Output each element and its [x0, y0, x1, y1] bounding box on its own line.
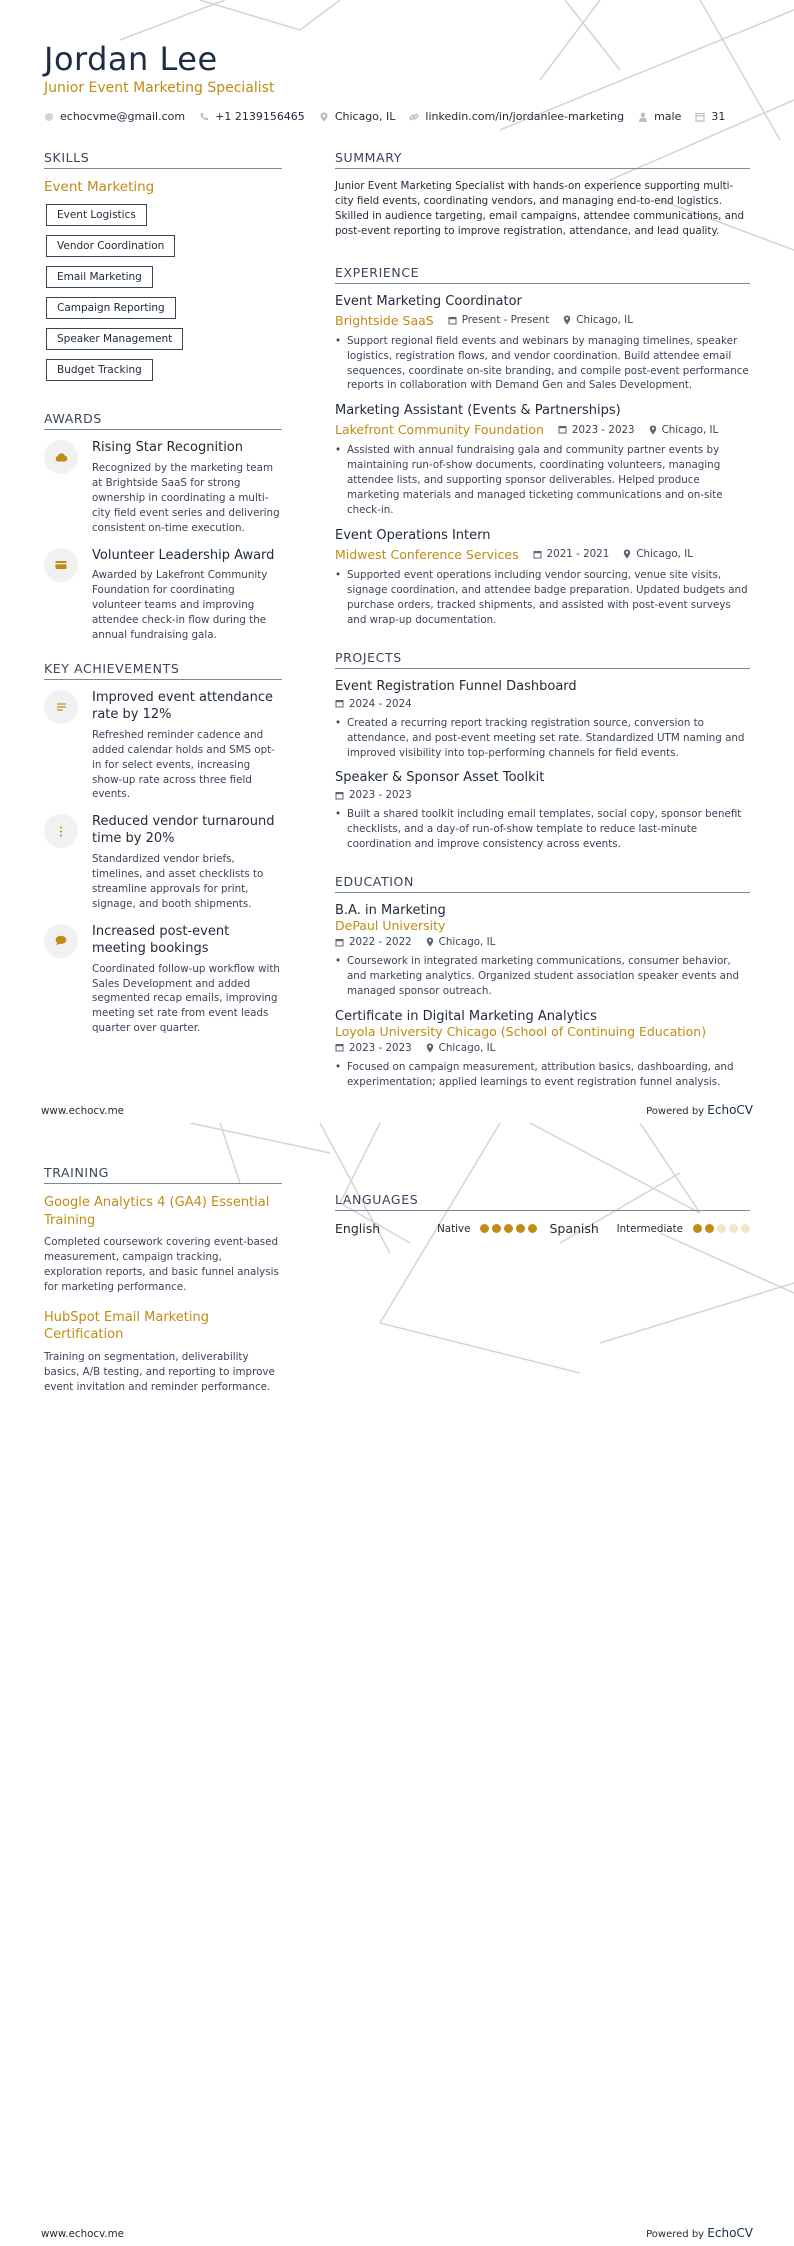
- education-dates: [335, 936, 412, 948]
- education-heading: EDUCATION: [335, 874, 750, 893]
- experience-heading: EXPERIENCE: [335, 265, 750, 284]
- job-dates: [448, 314, 550, 326]
- job-location-text: Chicago, IL: [576, 314, 633, 327]
- contact-linkedin[interactable]: [409, 110, 624, 123]
- wallet-icon: [44, 548, 78, 582]
- education-dates-text: 2023 - 2023: [349, 1041, 412, 1054]
- contact-email-text: echocvme@gmail.com: [60, 110, 186, 123]
- job-location: [623, 548, 693, 560]
- resume-header: [44, 40, 764, 123]
- job-description: • Supported event operations including vendor sourcing, venue site visits, signage coordination, and attendee badge preparation. Updated budgets and purchase orders, tracked shipments, and assisted with post-event surveys and wrap-up documentation.: [335, 568, 750, 628]
- calendar-icon: [448, 316, 457, 325]
- education-description: • Coursework in integrated marketing communications, consumer behavior, and marketing analytics. Organized student association speaker events and managed sponsor outreach.: [335, 954, 750, 999]
- degree-title: B.A. in Marketing: [335, 903, 446, 919]
- skill-tag: Campaign Reporting: [46, 297, 176, 319]
- achievement-item: [44, 814, 282, 911]
- footer-url[interactable]: www.echocv.me: [41, 2228, 125, 2240]
- degree-title: Certificate in Digital Marketing Analytics: [335, 1008, 597, 1024]
- rating-dot-filled: [528, 1224, 537, 1233]
- contact-phone-text: +1 2139156465: [215, 110, 305, 123]
- award-description: Awarded by Lakefront Community Foundation for coordinating volunteer teams and improving attendee check-in flow during the annual fundraising gala.: [92, 569, 268, 642]
- powered-by-text: Powered by: [646, 1106, 705, 1117]
- job-location-text: Chicago, IL: [636, 548, 693, 561]
- skills-heading: SKILLS: [44, 150, 282, 169]
- achievement-title: Increased post-event meeting bookings: [92, 923, 230, 956]
- rating-dot-empty: [741, 1224, 750, 1233]
- job-title: Event Marketing Coordinator: [335, 293, 522, 309]
- contact-age-text: 31: [711, 110, 726, 123]
- school-name: Loyola University Chicago (School of Continuing Education): [335, 1023, 707, 1039]
- education-location: [426, 1042, 496, 1054]
- chat-bubble-icon: [44, 924, 78, 958]
- page-footer: [41, 1103, 753, 1117]
- company-name: Lakefront Community Foundation: [335, 422, 544, 438]
- project-dates-text: 2023 - 2023: [349, 789, 412, 802]
- calendar-icon: [335, 938, 344, 947]
- phone-icon: [199, 112, 209, 122]
- lines-icon: [44, 690, 78, 724]
- achievement-description: Refreshed reminder cadence and added calendar holds and SMS opt-in for select events, increasing show-up rate across three field events.: [92, 728, 275, 801]
- contact-linkedin-text: linkedin.com/in/jordanlee-marketing: [425, 110, 625, 123]
- job-dates-text: Present - Present: [461, 314, 550, 327]
- achievement-description: Standardized vendor briefs, timelines, and asset checklists to streamline approvals for print, signage, and booth shipments.: [92, 853, 264, 910]
- language-level: Intermediate: [616, 1222, 683, 1235]
- language-rating: [693, 1224, 750, 1233]
- language-name: Spanish: [549, 1221, 599, 1236]
- location-pin-icon: [649, 425, 657, 435]
- project-dates: [335, 789, 750, 801]
- award-description: Recognized by the marketing team at Brightside SaaS for strong ownership in coordinating a multi-city field event series and delivering consistent on-time execution.: [92, 461, 280, 534]
- contact-gender-text: male: [654, 110, 682, 123]
- contact-age: [695, 110, 725, 123]
- location-pin-icon: [563, 315, 571, 325]
- job-dates: [558, 424, 635, 436]
- award-title: Volunteer Leadership Award: [92, 547, 275, 563]
- skills-section: [44, 150, 282, 387]
- achievement-item: [44, 924, 282, 1036]
- project-item: [335, 770, 750, 852]
- job-dates-text: 2021 - 2021: [546, 548, 610, 561]
- education-location-text: Chicago, IL: [438, 1041, 496, 1054]
- project-description: • Built a shared toolkit including email templates, social copy, sponsor benefit checklists, and a day-of run-of-show template to reduce last-minute coordination and improve consistency across events.: [335, 807, 750, 852]
- project-title: Speaker & Sponsor Asset Toolkit: [335, 770, 545, 786]
- rating-dot-empty: [717, 1224, 726, 1233]
- projects-section: [335, 650, 750, 853]
- candidate-name: Jordan Lee: [44, 40, 218, 78]
- training-section: [44, 1165, 282, 1395]
- skill-tag: Event Logistics: [46, 204, 147, 226]
- project-description: • Created a recurring report tracking registration source, conversion to attendance, and post-event meeting set rate. Standardized UTM naming and improved visibility into top-performing channels for field events.: [335, 716, 750, 761]
- job-location: [563, 314, 633, 326]
- job-dates: [533, 548, 610, 560]
- summary-text: Junior Event Marketing Specialist with hands-on experience supporting multi-city field events, coordinating vendors, and managing end-to-end logistics. Skilled in audience targeting, email campaigns, attendee communications, and post-event reporting to improve registration, attendance, and lead quality.: [335, 180, 745, 237]
- training-title: HubSpot Email Marketing Certification: [44, 1309, 209, 1343]
- job-description: • Assisted with annual fundraising gala and community partner events by maintaining run-of-show documents, coordinating volunteers, managing attendee lists, and supporting sponsor deliverables. Helped produce marketing materials and managed ticketing communications and on-site check-in.: [335, 443, 750, 518]
- education-location: [426, 936, 496, 948]
- skill-tag: Email Marketing: [46, 266, 153, 288]
- language-name: English: [335, 1221, 381, 1236]
- summary-heading: SUMMARY: [335, 150, 750, 169]
- calendar-icon: [335, 791, 344, 800]
- education-location-text: Chicago, IL: [438, 936, 496, 949]
- rating-dot-filled: [480, 1224, 489, 1233]
- company-name: Midwest Conference Services: [335, 546, 519, 562]
- rating-dot-filled: [693, 1224, 702, 1233]
- job-description: • Support regional field events and webinars by managing timelines, speaker logistics, registration flows, and vendor coordination. Build attendee email sequences, coordinate on-site branding, and compile post-event performance reports in collaboration with Demand Gen and Sales Development.: [335, 334, 750, 394]
- calendar-icon: [335, 699, 344, 708]
- training-heading: TRAINING: [44, 1165, 282, 1184]
- calendar-icon: [335, 1043, 344, 1052]
- education-dates-text: 2022 - 2022: [349, 936, 412, 949]
- languages-section: [335, 1192, 750, 1236]
- job-title: Marketing Assistant (Events & Partnerships): [335, 403, 621, 419]
- contact-email[interactable]: [44, 110, 185, 123]
- skill-tag: Budget Tracking: [46, 359, 153, 381]
- education-item: [335, 903, 750, 999]
- rating-dot-filled: [516, 1224, 525, 1233]
- job-location: [649, 424, 719, 436]
- achievement-title: Improved event attendance rate by 12%: [92, 690, 273, 722]
- location-pin-icon: [319, 112, 329, 122]
- skill-list: [44, 201, 282, 387]
- powered-by: [646, 1103, 753, 1117]
- company-name: Brightside SaaS: [335, 312, 434, 328]
- training-description: Training on segmentation, deliverability basics, A/B testing, and reporting to improve event invitation and reminder performance.: [44, 1350, 275, 1393]
- achievement-title: Reduced vendor turnaround time by 20%: [92, 814, 275, 847]
- calendar-icon: [533, 550, 542, 559]
- powered-by-text: Powered by: [646, 2229, 705, 2240]
- powered-by: [646, 2226, 753, 2240]
- experience-item: [335, 528, 750, 628]
- awards-section: [44, 411, 282, 643]
- location-pin-icon: [426, 937, 434, 947]
- rating-dot-filled: [705, 1224, 714, 1233]
- experience-section: [335, 265, 750, 628]
- language-rating: [480, 1224, 537, 1233]
- project-title: Event Registration Funnel Dashboard: [335, 678, 577, 694]
- contact-bar: [44, 110, 764, 123]
- education-item: [335, 1009, 750, 1090]
- project-dates: [335, 698, 750, 710]
- education-section: [335, 874, 750, 1090]
- candidate-job-title: Junior Event Marketing Specialist: [44, 80, 275, 96]
- experience-item: [335, 403, 750, 518]
- achievements-section: [44, 661, 282, 1036]
- award-title: Rising Star Recognition: [92, 440, 243, 455]
- job-dates-text: 2023 - 2023: [571, 423, 635, 436]
- school-name: DePaul University: [335, 918, 446, 934]
- skill-group-title: Event Marketing: [44, 179, 155, 195]
- left-column-page-2: [44, 1165, 282, 1409]
- page-footer: [41, 2226, 753, 2240]
- award-item: [44, 548, 282, 644]
- training-description: Completed coursework covering event-based measurement, campaign tracking, exploration reports, and basic funnel analysis for marketing performance.: [44, 1236, 279, 1293]
- achievement-item: [44, 690, 282, 802]
- footer-url[interactable]: www.echocv.me: [41, 1105, 125, 1117]
- cloud-icon: [44, 440, 78, 474]
- brand-logo: EchoCV: [707, 1103, 753, 1117]
- location-pin-icon: [623, 549, 631, 559]
- email-icon: [44, 112, 54, 122]
- education-description: • Focused on campaign measurement, attribution basics, dashboarding, and experimentation; applied learnings to event registration funnel analysis.: [335, 1060, 750, 1090]
- contact-location: [319, 110, 396, 123]
- awards-heading: AWARDS: [44, 411, 282, 430]
- location-pin-icon: [426, 1043, 434, 1053]
- languages-row: [335, 1221, 750, 1236]
- calendar-icon: [558, 425, 567, 434]
- contact-location-text: Chicago, IL: [334, 110, 396, 123]
- achievement-description: Coordinated follow-up workflow with Sales Development and added segmented recap emails, improving meeting set rate from event leads quarter over quarter.: [92, 962, 280, 1035]
- dots-vertical-icon: [44, 814, 78, 848]
- skill-tag: Speaker Management: [46, 328, 183, 350]
- person-icon: [638, 112, 648, 122]
- experience-item: [335, 294, 750, 394]
- job-location-text: Chicago, IL: [661, 423, 719, 436]
- right-column: [335, 150, 750, 1100]
- education-dates: [335, 1042, 412, 1054]
- resume-page-2: [0, 1123, 794, 2246]
- languages-heading: LANGUAGES: [335, 1192, 750, 1211]
- achievements-heading: KEY ACHIEVEMENTS: [44, 661, 282, 680]
- language-level: Native: [437, 1222, 471, 1235]
- rating-dot-empty: [729, 1224, 738, 1233]
- project-item: [335, 679, 750, 761]
- summary-section: [335, 150, 750, 239]
- right-column-page-2: [335, 1192, 750, 1236]
- award-item: [44, 440, 282, 536]
- contact-phone[interactable]: [199, 110, 305, 123]
- calendar-icon: [695, 112, 705, 122]
- project-dates-text: 2024 - 2024: [349, 697, 412, 710]
- training-title: Google Analytics 4 (GA4) Essential Training: [44, 1195, 270, 1228]
- contact-gender: [638, 110, 681, 123]
- brand-logo: EchoCV: [707, 2226, 753, 2240]
- job-title: Event Operations Intern: [335, 527, 491, 543]
- skill-tag: Vendor Coordination: [46, 235, 175, 257]
- rating-dot-filled: [492, 1224, 501, 1233]
- left-column: [44, 150, 282, 1048]
- rating-dot-filled: [504, 1224, 513, 1233]
- link-icon: [409, 112, 419, 122]
- projects-heading: PROJECTS: [335, 650, 750, 669]
